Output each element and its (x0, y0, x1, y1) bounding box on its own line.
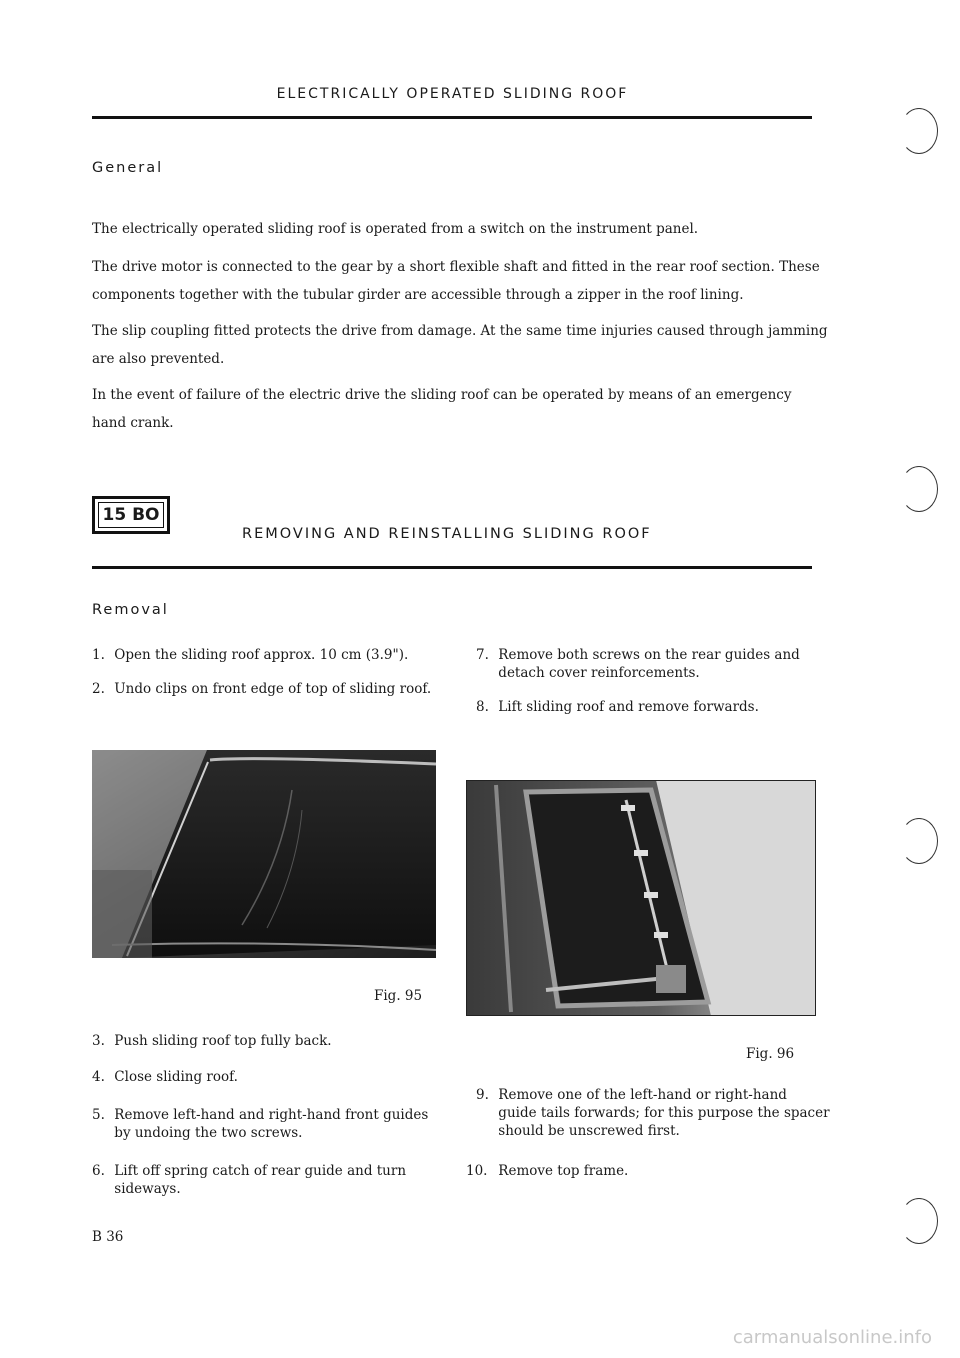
step-number: 4. (92, 1069, 105, 1085)
removal-heading: Removal (92, 602, 169, 618)
step-text (114, 1162, 406, 1198)
step-number: 1. (92, 647, 105, 663)
figure-96-caption: Fig. 96 (746, 1046, 795, 1062)
page-title: ELECTRICALLY OPERATED SLIDING ROOF (276, 86, 629, 102)
step-9 (476, 1086, 830, 1140)
paragraph-line: are also prevented. (92, 351, 225, 367)
watermark: carmanualsonline.info (732, 1327, 932, 1348)
badge-inner-border (98, 502, 164, 528)
general-paragraph (92, 320, 852, 370)
general-paragraph (92, 218, 852, 240)
step-text (498, 1086, 829, 1140)
binder-hole-3 (900, 818, 938, 864)
step-number: 6. (92, 1163, 105, 1179)
section-code-badge (92, 496, 170, 534)
header-rule (92, 116, 812, 119)
step-text: Undo clips on front edge of top of sliding roof. (114, 681, 432, 697)
paragraph-line: The drive motor is connected to the gear by a short flexible shaft and fitted in the rear roof section. These (92, 259, 820, 275)
step-8 (476, 698, 759, 716)
sliding-roof-frame-photo (466, 780, 816, 1016)
step-6 (92, 1162, 406, 1198)
paragraph-line: The electrically operated sliding roof is operated from a switch on the instrument panel. (92, 221, 699, 237)
step-text: Close sliding roof. (114, 1069, 238, 1085)
step-line: sideways. (114, 1181, 181, 1197)
step-line: detach cover reinforcements. (498, 665, 700, 681)
step-10 (466, 1162, 628, 1180)
general-paragraph (92, 256, 852, 306)
general-heading: General (92, 160, 164, 176)
paragraph-line: components together with the tubular girder are accessible through a zipper in the roof lining. (92, 287, 744, 303)
step-number: 9. (476, 1087, 489, 1103)
step-number: 2. (92, 681, 105, 697)
binder-hole-2 (900, 466, 938, 512)
step-1 (92, 646, 408, 664)
step-7 (476, 646, 800, 682)
step-text: Lift sliding roof and remove forwards. (498, 699, 759, 715)
figure-95-photo (92, 750, 436, 958)
page-number: B 36 (92, 1229, 124, 1245)
step-4 (92, 1068, 238, 1086)
binder-hole-1 (900, 108, 938, 154)
step-line: Remove left-hand and right-hand front guides (114, 1107, 429, 1123)
step-3 (92, 1032, 332, 1050)
step-2 (92, 680, 431, 698)
step-line: Lift off spring catch of rear guide and turn (114, 1163, 407, 1179)
step-line: Remove both screws on the rear guides and (498, 647, 800, 663)
step-line: guide tails forwards; for this purpose the spacer (498, 1105, 830, 1121)
step-text: Open the sliding roof approx. 10 cm (3.9"). (114, 647, 409, 663)
step-line: should be unscrewed first. (498, 1123, 680, 1139)
step-text (114, 1106, 428, 1142)
step-number: 10. (466, 1163, 488, 1179)
step-text: Remove top frame. (498, 1163, 629, 1179)
paragraph-line: In the event of failure of the electric drive the sliding roof can be operated by means of an emergency (92, 387, 792, 403)
step-text (498, 646, 800, 682)
step-line: by undoing the two screws. (114, 1125, 303, 1141)
section-title: REMOVING AND REINSTALLING SLIDING ROOF (242, 526, 652, 542)
general-paragraph (92, 384, 852, 434)
figure-95-caption: Fig. 95 (374, 988, 423, 1004)
binder-hole-4 (900, 1198, 938, 1244)
step-text: Push sliding roof top fully back. (114, 1033, 332, 1049)
step-number: 7. (476, 647, 489, 663)
step-number: 5. (92, 1107, 105, 1123)
section-rule (92, 566, 812, 569)
paragraph-line: hand crank. (92, 415, 174, 431)
paragraph-line: The slip coupling fitted protects the drive from damage. At the same time injuries caused through jamming (92, 323, 828, 339)
step-number: 3. (92, 1033, 105, 1049)
step-number: 8. (476, 699, 489, 715)
step-5 (92, 1106, 428, 1142)
step-line: Remove one of the left-hand or right-hand (498, 1087, 787, 1103)
figure-96-photo (466, 780, 816, 1016)
section-code: 15 BO (102, 505, 160, 525)
sliding-roof-front-photo (92, 750, 436, 958)
